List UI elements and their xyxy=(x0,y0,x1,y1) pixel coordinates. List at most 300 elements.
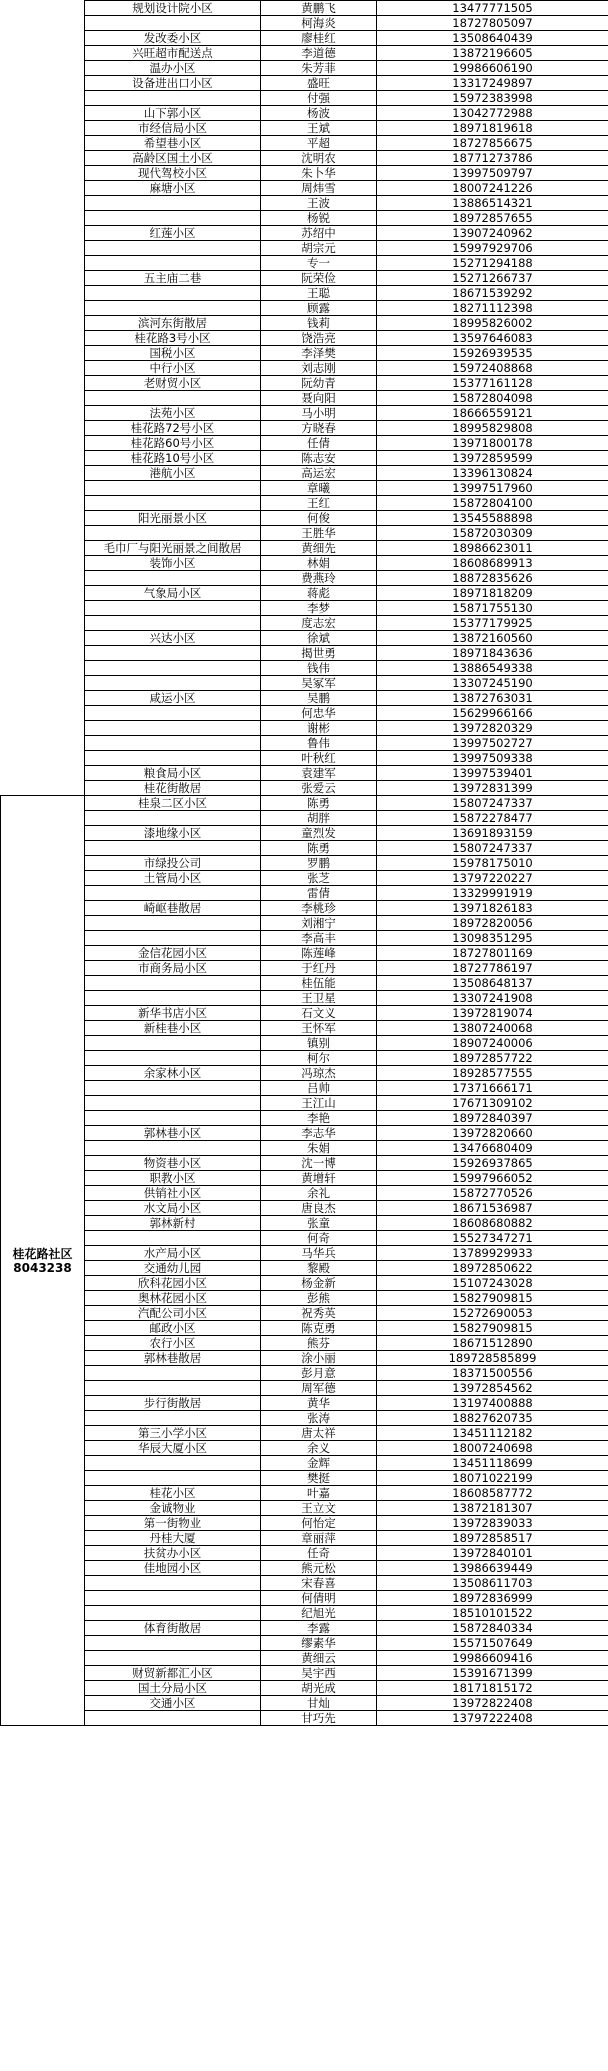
person-name-cell: 彭月意 xyxy=(261,1366,377,1381)
place-cell: 阳光丽景小区 xyxy=(85,511,261,526)
table-row xyxy=(1,1276,608,1291)
place-cell: 新桂巷小区 xyxy=(85,1021,261,1036)
table-row xyxy=(1,361,608,376)
person-name-cell: 费燕玲 xyxy=(261,571,377,586)
person-name-cell: 王聪 xyxy=(261,286,377,301)
place-cell: 粮食局小区 xyxy=(85,766,261,781)
table-row xyxy=(1,1516,608,1531)
person-name-cell: 平超 xyxy=(261,136,377,151)
place-cell: 桂花路10号小区 xyxy=(85,451,261,466)
person-name-cell: 熊元松 xyxy=(261,1561,377,1576)
place-cell xyxy=(85,1576,261,1591)
table-row xyxy=(1,766,608,781)
person-name-cell: 王斌 xyxy=(261,121,377,136)
table-row xyxy=(1,1651,608,1666)
phone-cell: 15391671399 xyxy=(377,1666,608,1681)
place-cell: 扶贫办小区 xyxy=(85,1546,261,1561)
place-cell: 气象局小区 xyxy=(85,586,261,601)
place-cell xyxy=(85,976,261,991)
phone-cell: 15871755130 xyxy=(377,601,608,616)
phone-cell: 18972857655 xyxy=(377,211,608,226)
table-row xyxy=(1,556,608,571)
place-cell: 规划设计院小区 xyxy=(85,1,261,16)
table-row xyxy=(1,811,608,826)
person-name-cell: 甘巧先 xyxy=(261,1711,377,1726)
place-cell: 设备进出口小区 xyxy=(85,76,261,91)
table-row xyxy=(1,676,608,691)
phone-cell: 18007240698 xyxy=(377,1441,608,1456)
person-name-cell: 吴鹏 xyxy=(261,691,377,706)
table-row xyxy=(1,1561,608,1576)
table-row xyxy=(1,346,608,361)
table-row xyxy=(1,421,608,436)
table-row xyxy=(1,1441,608,1456)
person-name-cell: 李梦 xyxy=(261,601,377,616)
place-cell xyxy=(85,886,261,901)
place-cell: 高龄区国土小区 xyxy=(85,151,261,166)
table-row xyxy=(1,1321,608,1336)
person-name-cell: 叶嘉 xyxy=(261,1486,377,1501)
phone-cell: 18666559121 xyxy=(377,406,608,421)
place-cell: 新华书店小区 xyxy=(85,1006,261,1021)
place-cell xyxy=(85,286,261,301)
table-row xyxy=(1,1621,608,1636)
person-name-cell: 冯琼杰 xyxy=(261,1066,377,1081)
place-cell xyxy=(85,916,261,931)
person-name-cell: 黄增轩 xyxy=(261,1171,377,1186)
phone-cell: 15872278477 xyxy=(377,811,608,826)
person-name-cell: 吴冢军 xyxy=(261,676,377,691)
place-cell xyxy=(85,16,261,31)
phone-cell: 15872030309 xyxy=(377,526,608,541)
table-row xyxy=(1,136,608,151)
table-row xyxy=(1,706,608,721)
phone-cell: 18971818209 xyxy=(377,586,608,601)
table-row xyxy=(1,1471,608,1486)
phone-cell: 13691893159 xyxy=(377,826,608,841)
phone-cell: 13907240962 xyxy=(377,226,608,241)
person-name-cell: 周炜雪 xyxy=(261,181,377,196)
phone-cell: 18986623011 xyxy=(377,541,608,556)
place-cell xyxy=(85,751,261,766)
table-row xyxy=(1,211,608,226)
place-cell xyxy=(85,991,261,1006)
person-name-cell: 刘志刚 xyxy=(261,361,377,376)
place-cell xyxy=(85,841,261,856)
table-row xyxy=(1,901,608,916)
phone-cell: 15872804100 xyxy=(377,496,608,511)
table-row xyxy=(1,571,608,586)
place-cell: 温办小区 xyxy=(85,61,261,76)
place-cell: 第一街物业 xyxy=(85,1516,261,1531)
table-row xyxy=(1,1426,608,1441)
person-name-cell: 甘灿 xyxy=(261,1696,377,1711)
person-name-cell: 王波 xyxy=(261,196,377,211)
person-name-cell: 李志华 xyxy=(261,1126,377,1141)
person-name-cell: 李露 xyxy=(261,1621,377,1636)
person-name-cell: 谢彬 xyxy=(261,721,377,736)
place-cell: 市绿投公司 xyxy=(85,856,261,871)
table-row xyxy=(1,481,608,496)
phone-cell: 13807240068 xyxy=(377,1021,608,1036)
person-name-cell: 何倩明 xyxy=(261,1591,377,1606)
table-row xyxy=(1,1606,608,1621)
place-cell xyxy=(85,721,261,736)
phone-cell: 13972839033 xyxy=(377,1516,608,1531)
person-name-cell: 蒋彪 xyxy=(261,586,377,601)
person-name-cell: 樊挺 xyxy=(261,1471,377,1486)
table-row xyxy=(1,526,608,541)
table-row xyxy=(1,946,608,961)
person-name-cell: 王胜华 xyxy=(261,526,377,541)
place-cell: 佳地园小区 xyxy=(85,1561,261,1576)
place-cell: 郭林巷散居 xyxy=(85,1351,261,1366)
phone-cell: 13797220227 xyxy=(377,871,608,886)
table-row xyxy=(1,991,608,1006)
place-cell: 土管局小区 xyxy=(85,871,261,886)
phone-cell: 13396130824 xyxy=(377,466,608,481)
phone-cell: 13508640439 xyxy=(377,31,608,46)
table-row xyxy=(1,376,608,391)
place-cell: 红莲小区 xyxy=(85,226,261,241)
place-cell: 交通幼儿园 xyxy=(85,1261,261,1276)
phone-cell: 15629966166 xyxy=(377,706,608,721)
person-name-cell: 胡宗元 xyxy=(261,241,377,256)
phone-cell: 18971843636 xyxy=(377,646,608,661)
table-row xyxy=(1,1351,608,1366)
person-name-cell: 苏绍中 xyxy=(261,226,377,241)
place-cell xyxy=(85,1231,261,1246)
person-name-cell: 于红丹 xyxy=(261,961,377,976)
person-name-cell: 罗鹏 xyxy=(261,856,377,871)
table-row xyxy=(1,1,608,16)
table-row xyxy=(1,256,608,271)
place-cell: 老财贸小区 xyxy=(85,376,261,391)
place-cell xyxy=(85,661,261,676)
phone-cell: 13972859599 xyxy=(377,451,608,466)
place-cell: 欣科花园小区 xyxy=(85,1276,261,1291)
phone-cell: 18727856675 xyxy=(377,136,608,151)
place-cell: 体育街散居 xyxy=(85,1621,261,1636)
phone-cell: 17671309102 xyxy=(377,1096,608,1111)
phone-cell: 13098351295 xyxy=(377,931,608,946)
table-row xyxy=(1,106,608,121)
table-row xyxy=(1,1336,608,1351)
phone-cell: 18510101522 xyxy=(377,1606,608,1621)
table-row xyxy=(1,166,608,181)
place-cell: 汽配公司小区 xyxy=(85,1306,261,1321)
person-name-cell: 王红 xyxy=(261,496,377,511)
phone-cell: 18972850622 xyxy=(377,1261,608,1276)
phone-cell: 18995826002 xyxy=(377,316,608,331)
phone-cell: 18995829808 xyxy=(377,421,608,436)
phone-cell: 15272690053 xyxy=(377,1306,608,1321)
place-cell: 奥林花园小区 xyxy=(85,1291,261,1306)
table-row xyxy=(1,61,608,76)
table-row xyxy=(1,586,608,601)
person-name-cell: 彭熊 xyxy=(261,1291,377,1306)
place-cell xyxy=(85,1456,261,1471)
place-cell xyxy=(85,706,261,721)
person-name-cell: 鲁伟 xyxy=(261,736,377,751)
phone-cell: 18971819618 xyxy=(377,121,608,136)
table-row xyxy=(1,1231,608,1246)
person-name-cell: 高运宏 xyxy=(261,466,377,481)
table-row xyxy=(1,1366,608,1381)
phone-cell: 13872160560 xyxy=(377,631,608,646)
phone-cell: 15271294188 xyxy=(377,256,608,271)
person-name-cell: 缪素华 xyxy=(261,1636,377,1651)
phone-cell: 13872763031 xyxy=(377,691,608,706)
table-row xyxy=(1,886,608,901)
person-name-cell: 杨锐 xyxy=(261,211,377,226)
table-row xyxy=(1,646,608,661)
table-row xyxy=(1,331,608,346)
phone-cell: 15997929706 xyxy=(377,241,608,256)
phone-cell: 18727805097 xyxy=(377,16,608,31)
place-cell: 水产局小区 xyxy=(85,1246,261,1261)
person-name-cell: 任倩 xyxy=(261,436,377,451)
person-name-cell: 聂向阳 xyxy=(261,391,377,406)
table-row xyxy=(1,1381,608,1396)
place-cell: 华辰大厦小区 xyxy=(85,1441,261,1456)
person-name-cell: 朱芳菲 xyxy=(261,61,377,76)
place-cell: 法苑小区 xyxy=(85,406,261,421)
phone-cell: 15827909815 xyxy=(377,1291,608,1306)
place-cell xyxy=(85,1411,261,1426)
person-name-cell: 杨波 xyxy=(261,106,377,121)
table-row xyxy=(1,826,608,841)
phone-cell: 15972408868 xyxy=(377,361,608,376)
phone-cell: 15926937865 xyxy=(377,1156,608,1171)
table-row xyxy=(1,1006,608,1021)
place-cell xyxy=(85,1036,261,1051)
place-cell xyxy=(85,736,261,751)
place-cell xyxy=(85,1366,261,1381)
person-name-cell: 陈勇 xyxy=(261,841,377,856)
place-cell: 希望巷小区 xyxy=(85,136,261,151)
place-cell xyxy=(85,1081,261,1096)
phone-cell: 18007241226 xyxy=(377,181,608,196)
table-row xyxy=(1,961,608,976)
place-cell xyxy=(85,601,261,616)
place-cell: 五主庙二巷 xyxy=(85,271,261,286)
phone-cell: 13307241908 xyxy=(377,991,608,1006)
phone-cell: 18972858517 xyxy=(377,1531,608,1546)
phone-cell: 13972820660 xyxy=(377,1126,608,1141)
table-row xyxy=(1,1576,608,1591)
phone-cell: 15972383998 xyxy=(377,91,608,106)
person-name-cell: 吕帅 xyxy=(261,1081,377,1096)
person-name-cell: 余礼 xyxy=(261,1186,377,1201)
phone-cell: 13997502727 xyxy=(377,736,608,751)
person-name-cell: 张童 xyxy=(261,1216,377,1231)
phone-cell: 13329991919 xyxy=(377,886,608,901)
table-row xyxy=(1,1066,608,1081)
table-row xyxy=(1,1246,608,1261)
place-cell xyxy=(85,1471,261,1486)
place-cell: 装饰小区 xyxy=(85,556,261,571)
community-spacer-cell xyxy=(1,1,85,796)
phone-cell: 13972840101 xyxy=(377,1546,608,1561)
person-name-cell: 付强 xyxy=(261,91,377,106)
person-name-cell: 纪旭光 xyxy=(261,1606,377,1621)
person-name-cell: 马小明 xyxy=(261,406,377,421)
person-name-cell: 余义 xyxy=(261,1441,377,1456)
place-cell: 市经信局小区 xyxy=(85,121,261,136)
person-name-cell: 镇别 xyxy=(261,1036,377,1051)
place-cell: 国税小区 xyxy=(85,346,261,361)
person-name-cell: 李泽樊 xyxy=(261,346,377,361)
phone-cell: 13997509797 xyxy=(377,166,608,181)
phone-cell: 13972822408 xyxy=(377,1696,608,1711)
community-name: 桂花路社区 xyxy=(12,1246,73,1261)
place-cell xyxy=(85,196,261,211)
table-row xyxy=(1,1081,608,1096)
phone-cell: 13972820329 xyxy=(377,721,608,736)
place-cell: 交通小区 xyxy=(85,1696,261,1711)
phone-cell: 13886549338 xyxy=(377,661,608,676)
table-row xyxy=(1,1681,608,1696)
table-row xyxy=(1,451,608,466)
place-cell xyxy=(85,1711,261,1726)
place-cell: 供销社小区 xyxy=(85,1186,261,1201)
person-name-cell: 何忠华 xyxy=(261,706,377,721)
place-cell: 港航小区 xyxy=(85,466,261,481)
phone-cell: 13971800178 xyxy=(377,436,608,451)
person-name-cell: 廖桂红 xyxy=(261,31,377,46)
table-row xyxy=(1,1636,608,1651)
table-row xyxy=(1,1111,608,1126)
phone-cell: 13986639449 xyxy=(377,1561,608,1576)
person-name-cell: 李道德 xyxy=(261,46,377,61)
table-row xyxy=(1,721,608,736)
place-cell xyxy=(85,526,261,541)
person-name-cell: 王卫星 xyxy=(261,991,377,1006)
place-cell: 毛巾厂与阳光丽景之间散居 xyxy=(85,541,261,556)
phone-cell: 18972836999 xyxy=(377,1591,608,1606)
place-cell: 水文局小区 xyxy=(85,1201,261,1216)
phone-cell: 18171815172 xyxy=(377,1681,608,1696)
person-name-cell: 黎殿 xyxy=(261,1261,377,1276)
place-cell: 邮政小区 xyxy=(85,1321,261,1336)
person-name-cell: 黄鹏飞 xyxy=(261,1,377,16)
table-row xyxy=(1,1591,608,1606)
table-row xyxy=(1,196,608,211)
phone-cell: 13476680409 xyxy=(377,1141,608,1156)
place-cell: 桂花路60号小区 xyxy=(85,436,261,451)
phone-cell: 13972831399 xyxy=(377,781,608,796)
person-name-cell: 胡光成 xyxy=(261,1681,377,1696)
person-name-cell: 饶浩亮 xyxy=(261,331,377,346)
place-cell: 郭林新村 xyxy=(85,1216,261,1231)
table-row xyxy=(1,151,608,166)
place-cell: 金信花园小区 xyxy=(85,946,261,961)
phone-cell: 13042772988 xyxy=(377,106,608,121)
table-row xyxy=(1,1411,608,1426)
person-name-cell: 揭世勇 xyxy=(261,646,377,661)
person-name-cell: 李高丰 xyxy=(261,931,377,946)
place-cell xyxy=(85,496,261,511)
place-cell xyxy=(85,646,261,661)
phone-cell: 18972820056 xyxy=(377,916,608,931)
phone-cell: 18671539292 xyxy=(377,286,608,301)
place-cell xyxy=(85,931,261,946)
table-row xyxy=(1,841,608,856)
phone-cell: 15997966052 xyxy=(377,1171,608,1186)
person-name-cell: 钱伟 xyxy=(261,661,377,676)
place-cell: 桂花路72号小区 xyxy=(85,421,261,436)
person-name-cell: 叶秋红 xyxy=(261,751,377,766)
person-name-cell: 胡胖 xyxy=(261,811,377,826)
person-name-cell: 唐太祥 xyxy=(261,1426,377,1441)
table-row xyxy=(1,1711,608,1726)
place-cell xyxy=(85,91,261,106)
person-name-cell: 杨金新 xyxy=(261,1276,377,1291)
phone-cell: 18608587772 xyxy=(377,1486,608,1501)
place-cell: 兴达小区 xyxy=(85,631,261,646)
person-name-cell: 李艳 xyxy=(261,1111,377,1126)
phone-cell: 15872770526 xyxy=(377,1186,608,1201)
phone-cell: 13789929933 xyxy=(377,1246,608,1261)
place-cell: 第三小学小区 xyxy=(85,1426,261,1441)
place-cell: 财贸新都汇小区 xyxy=(85,1666,261,1681)
table-row xyxy=(1,241,608,256)
place-cell xyxy=(85,1051,261,1066)
person-name-cell: 张涛 xyxy=(261,1411,377,1426)
place-cell: 金诚物业 xyxy=(85,1501,261,1516)
table-row xyxy=(1,31,608,46)
table-row xyxy=(1,916,608,931)
table-row xyxy=(1,466,608,481)
community-label-cell xyxy=(1,796,85,1726)
table-row xyxy=(1,1456,608,1471)
place-cell: 山下郭小区 xyxy=(85,106,261,121)
phone-cell: 18972857722 xyxy=(377,1051,608,1066)
phone-cell: 18671512890 xyxy=(377,1336,608,1351)
phone-cell: 18907240006 xyxy=(377,1036,608,1051)
person-name-cell: 方晓春 xyxy=(261,421,377,436)
table-row xyxy=(1,1501,608,1516)
table-row xyxy=(1,541,608,556)
phone-cell: 15107243028 xyxy=(377,1276,608,1291)
person-name-cell: 任奇 xyxy=(261,1546,377,1561)
table-row xyxy=(1,301,608,316)
table-row xyxy=(1,16,608,31)
phone-cell: 15377179925 xyxy=(377,616,608,631)
place-cell xyxy=(85,1606,261,1621)
person-name-cell: 李桃珍 xyxy=(261,901,377,916)
table-row xyxy=(1,601,608,616)
phone-cell: 18071022199 xyxy=(377,1471,608,1486)
table-row xyxy=(1,1021,608,1036)
phone-cell: 19986609416 xyxy=(377,1651,608,1666)
phone-cell: 18671536987 xyxy=(377,1201,608,1216)
person-name-cell: 祝秀英 xyxy=(261,1306,377,1321)
phone-cell: 13797222408 xyxy=(377,1711,608,1726)
person-name-cell: 吴宇西 xyxy=(261,1666,377,1681)
person-name-cell: 刘湘宁 xyxy=(261,916,377,931)
person-name-cell: 阮荣俭 xyxy=(261,271,377,286)
person-name-cell: 专一 xyxy=(261,256,377,271)
person-name-cell: 朱娟 xyxy=(261,1141,377,1156)
table-row xyxy=(1,121,608,136)
person-name-cell: 沈明农 xyxy=(261,151,377,166)
place-cell: 中行小区 xyxy=(85,361,261,376)
person-name-cell: 雷倩 xyxy=(261,886,377,901)
table-row xyxy=(1,856,608,871)
person-name-cell: 童烈发 xyxy=(261,826,377,841)
